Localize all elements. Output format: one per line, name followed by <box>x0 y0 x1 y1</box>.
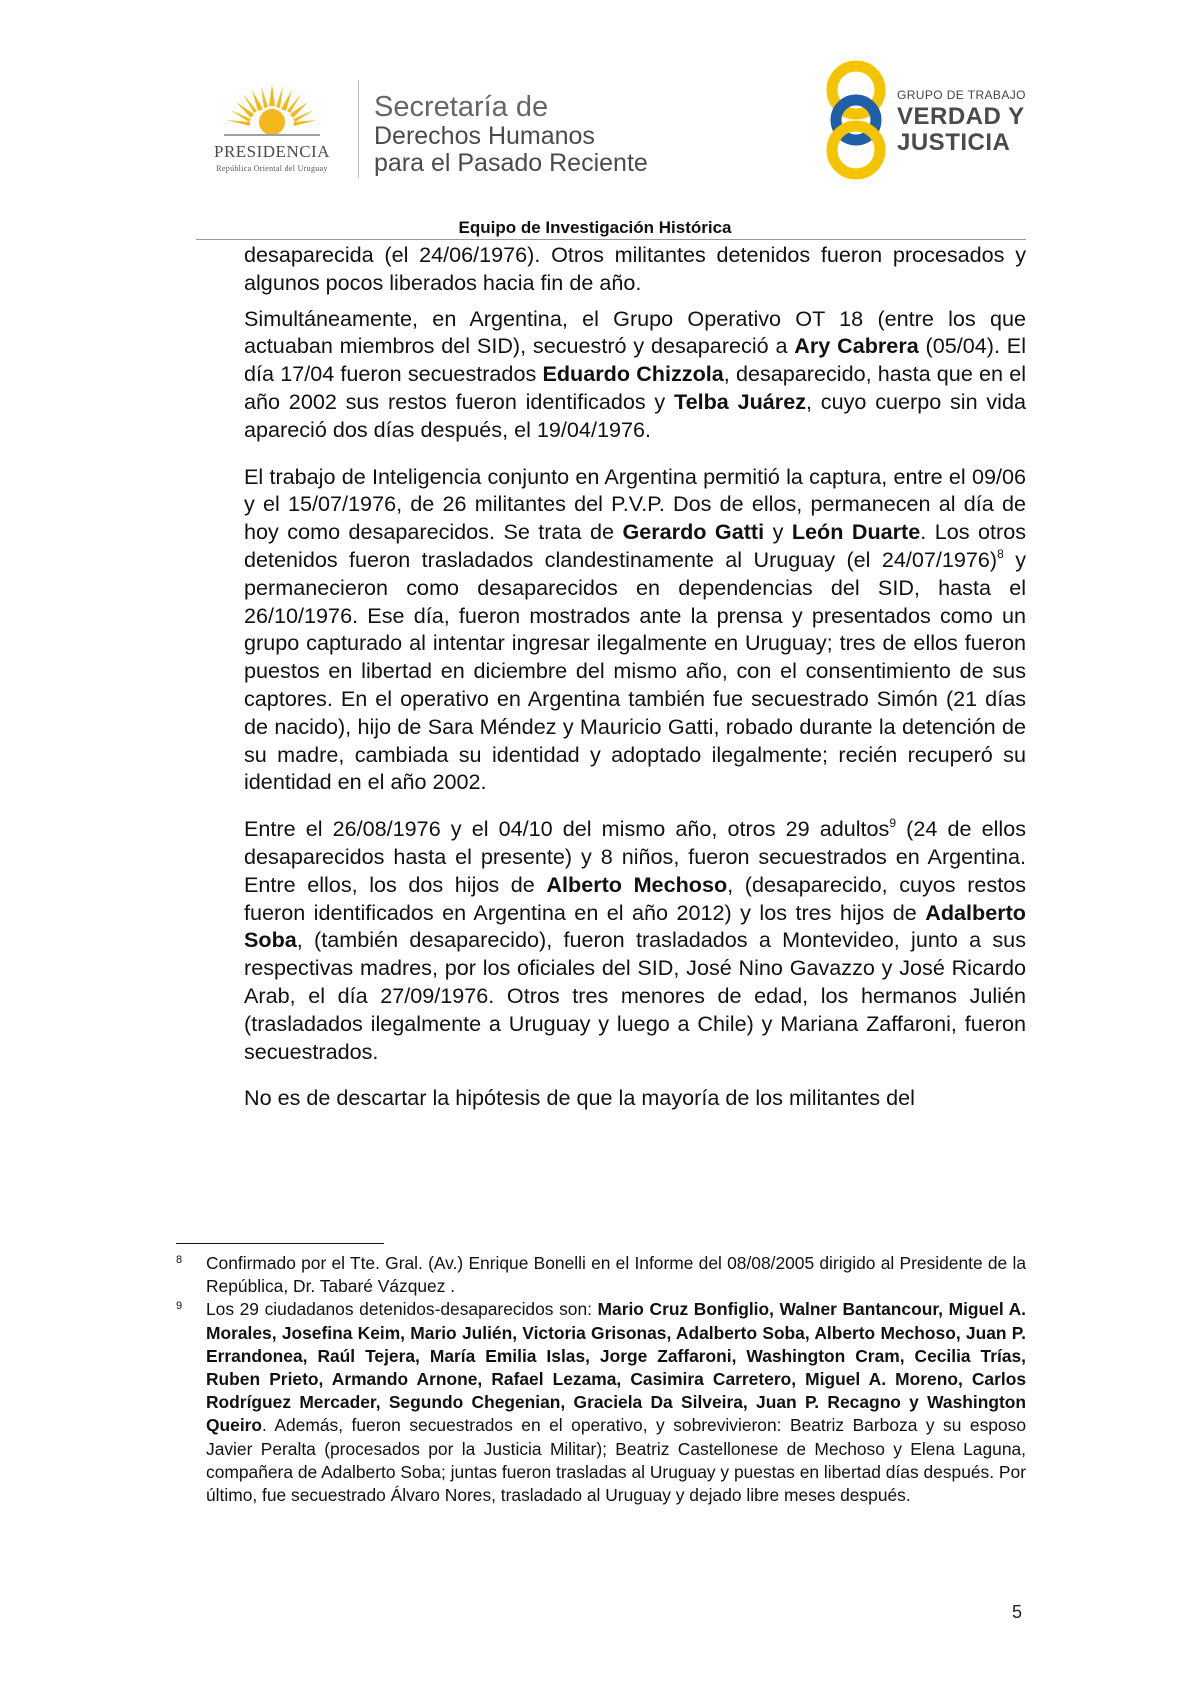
team-heading: Equipo de Investigación Histórica <box>458 218 732 237</box>
footnote-8 <box>176 1252 1026 1298</box>
footnote-8-text: Confirmado por el Tte. Gral. (Av.) Enrique Bonelli en el Informe del 08/08/2005 dirigido al Presidente de la República, Dr. Tabaré Vázquez . <box>206 1253 1026 1297</box>
paragraph-2 <box>244 305 1026 444</box>
footnote-9-intro: Los 29 ciudadanos detenidos-desaparecidos son: <box>206 1299 598 1320</box>
p2-text-g: , cuyo cuerpo sin vida apareció dos días después, el 19/04/1976. <box>244 388 1026 442</box>
presidencia-name: PRESIDENCIA <box>213 142 330 161</box>
page-number: 5 <box>1012 1602 1023 1622</box>
footnote-ref-9[interactable]: 9 <box>889 816 897 831</box>
gt-title-line-1: VERDAD Y <box>897 103 1025 130</box>
footnote-8-number: 8 <box>176 1254 183 1266</box>
paragraph-4 <box>244 815 1026 1065</box>
name-gerardo-gatti: Gerardo Gatti <box>622 519 765 545</box>
footnotes <box>176 1252 1026 1507</box>
header-divider <box>358 80 359 178</box>
footnote-ref-8[interactable]: 8 <box>997 546 1004 561</box>
footnote-9-number: 9 <box>176 1300 183 1313</box>
p4-text-a: Entre el 26/08/1976 y el 04/10 del mismo año, otros 29 adultos <box>244 816 890 842</box>
p2-text-e: , desaparecido, hasta que en el año 2002 sus restos fueron identificados y <box>244 361 1027 414</box>
gt-title-line-2: JUSTICIA <box>897 129 1011 156</box>
p3-text-f: y permanecieron como desaparecidos en dependencias del SID, hasta el 26/10/1976. Ese día, fueron mostrados ante la prensa y presentados como un grupo capturado al intentar ingresar ilegalmente en Uruguay; tres de ellos fueron puestos en libertad en diciembre del mismo año, con el consentimiento de sus captores. En el operativo en Argentina también fue secuestrado Simón (21 días de nacido), hijo de Sara Méndez y Mauricio Gatti, robado durante la detención de su madre, cambiada su identidad y adoptado ilegalmente; recién recuperó su identidad en el año 2002. <box>244 546 1027 795</box>
p4-text-d: , (desaparecido, cuyos restos fueron identificados en Argentina en el año 2012) y los tres hijos de <box>244 871 1026 925</box>
header-rule <box>196 239 1026 240</box>
name-alberto-mechoso: Alberto Mechoso <box>546 871 728 897</box>
footnote-9-names: Mario Cruz Bonfiglio, Walner Bantancour, Miguel A. Morales, Josefina Keim, Mario Julién, Victoria Grisonas, Adalberto Soba, Alberto Mechoso, Juan P. Errandonea, Raúl Tejera, María Emilia Islas, Jorge Zaffaroni, Washington Cram, Cecilia Trías, Ruben Prieto, Armando Arnone, Rafael Lezama, Casimira Carretero, Miguel A. Moreno, Carlos Rodríguez Mercader, Segundo Chegenian, Graciela Da Silveira, Juan P. Recagno y Washington Queiro <box>206 1299 1026 1436</box>
secretaria-line-3: para el Pasado Reciente <box>374 149 648 178</box>
presidencia-logo <box>196 82 348 178</box>
name-telba-juarez: Telba Juárez <box>674 388 807 414</box>
sun-emblem-icon <box>224 82 320 144</box>
name-eduardo-chizzola: Eduardo Chizzola <box>542 361 724 387</box>
p4-text-b: (24 de ellos desaparecidos hasta el presente) y 8 niños, fueron secuestrados en Argentina. Entre ellos, los dos hijos de <box>244 816 1026 897</box>
p3-text-e: . Los otros detenidos fueron trasladados clandestinamente al Uruguay (el 24/07/1976) <box>244 519 1026 572</box>
gt-small-label: GRUPO DE TRABAJO <box>897 88 1026 102</box>
presidencia-subtitle: República Oriental del Uruguay <box>216 164 328 173</box>
linked-rings-icon <box>820 58 892 183</box>
name-leon-duarte: León Duarte <box>791 519 921 545</box>
paragraph-1: desaparecida (el 24/06/1976). Otros militantes detenidos fueron procesados y algunos pocos liberados hacia fin de año. <box>244 242 1026 295</box>
footnote-9-rest: . Además, fueron secuestrados en el operativo, y sobrevivieron: Beatriz Barboza y su esposo Javier Peralta (procesados por la Justicia Militar); Beatriz Castellonese de Mechoso y Elena Laguna, compañera de Adalberto Soba; juntas fueron trasladas al Uruguay y puestas en libertad días después. Por último, fue secuestrado Álvaro Nores, trasladado al Uruguay y dejado libre meses después. <box>206 1415 1026 1506</box>
paragraph-3 <box>244 463 1026 797</box>
p3-text-c: y <box>764 519 792 545</box>
secretaria-line-1: Secretaría de <box>374 91 549 123</box>
footnote-9 <box>176 1298 1026 1507</box>
p2-text-c: (05/04). El día 17/04 fueron secuestrados <box>244 333 1026 387</box>
secretaria-logo-text <box>374 92 648 177</box>
body-text <box>244 241 1026 1112</box>
p3-text-a: El trabajo de Inteligencia conjunto en Argentina permitió la captura, entre el 09/06 y el 15/07/1976, de 26 militantes del P.V.P. Dos de ellos, permanecen al día de hoy como desaparecidos. Se trata de <box>244 463 1026 545</box>
secretaria-line-2: Derechos Humanos <box>374 122 595 151</box>
p4-text-f: , (también desaparecido), fueron trasladados a Montevideo, junto a sus respectivas madres, por los oficiales del SID, José Nino Gavazzo y José Ricardo Arab, el día 27/09/1976. Otros tres menores de edad, los hermanos Julién (trasladados ilegalmente a Uruguay y luego a Chile) y Mariana Zaffaroni, fueron secuestrados. <box>244 927 1026 1064</box>
verdad-justicia-logo <box>820 58 1030 183</box>
footnote-rule <box>176 1243 384 1244</box>
name-ary-cabrera: Ary Cabrera <box>794 333 919 359</box>
p2-text-a: Simultáneamente, en Argentina, el Grupo Operativo OT 18 (entre los que actuaban miembros del SID), secuestró y desapareció a <box>244 305 1026 359</box>
paragraph-5: No es de descartar la hipótesis de que la mayoría de los militantes del <box>244 1085 915 1111</box>
name-adalberto-soba: Adalberto Soba <box>244 899 1026 953</box>
